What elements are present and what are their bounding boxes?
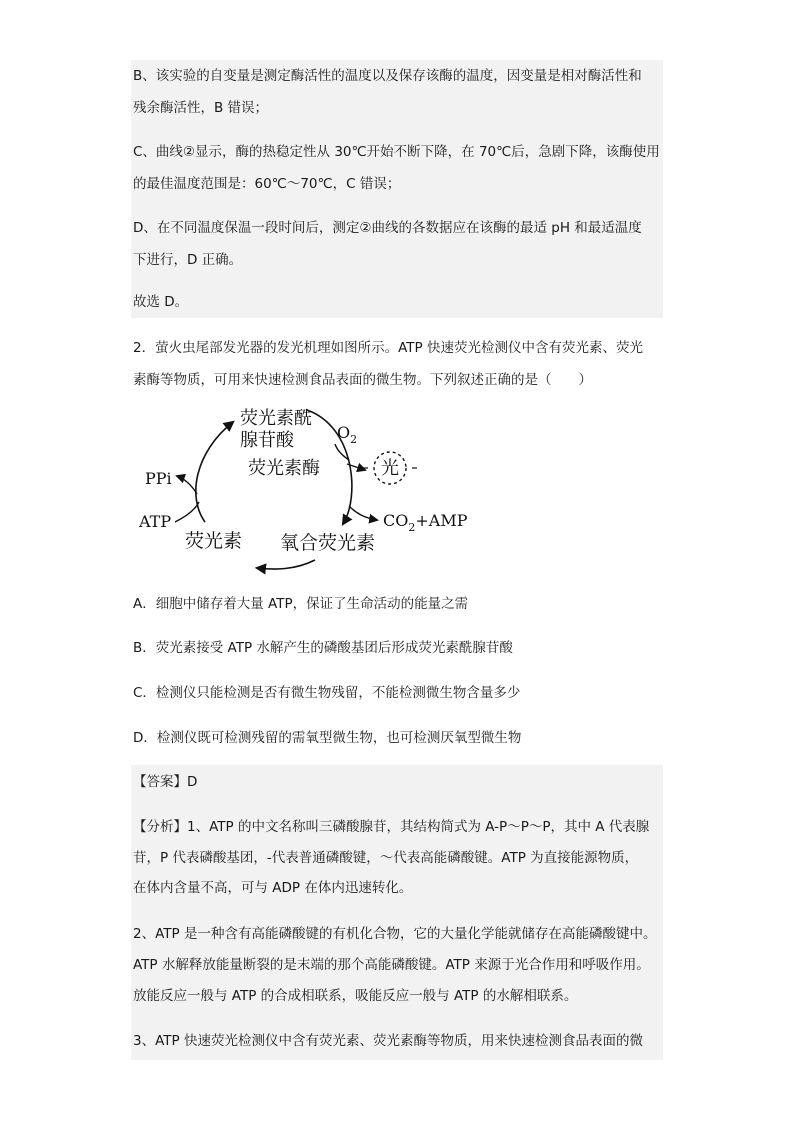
option-a: A．细胞中储存着大量 ATP，保证了生命活动的能量之需 [133, 596, 469, 612]
arrow-atp-in [175, 502, 199, 522]
arrow-ppi-out [177, 476, 197, 494]
analysis-line-3: 在体内含量不高，可与 ADP 在体内迅速转化。 [133, 880, 413, 896]
label-co2-amp: $CO_2+AMP$ [383, 511, 468, 534]
explanation-line-1: B、该实验的自变量是测定酶活性的温度以及保存该酶的温度，因变量是相对酶活性和 [133, 68, 642, 84]
label-oxyluciferin: 氧合荧光素 [280, 532, 376, 554]
analysis-line-2: 苷，P 代表磷酸基团，-代表普通磷酸键，～代表高能磷酸键。ATP 为直接能源物质， [133, 850, 639, 866]
label-luciferase: 荧光素酶 [248, 458, 320, 479]
explanation-line-5: D、在不同温度保温一段时间后，测定②曲线的各数据应在该酶的最适 pH 和最适温度 [133, 220, 642, 236]
analysis-line-5: ATP 水解释放能量断裂的是末端的那个高能磷酸键。ATP 来源于光合作用和呼吸作用。 [133, 957, 650, 973]
answer-analysis-block [131, 765, 663, 1060]
label-ppi: PPi [145, 469, 172, 488]
label-atp: ATP [139, 512, 172, 531]
option-c: C．检测仪只能检测是否有微生物残留，不能检测微生物含量多少 [133, 685, 521, 701]
arrow-luciferin-to-adenylate [196, 422, 233, 522]
analysis-line-1: 【分析】1、ATP 的中文名称叫三磷酸腺苷，其结构简式为 A-P～P～P，其中 A 代表腺 [133, 819, 650, 835]
explanation-conclusion: 故选 D。 [133, 294, 189, 310]
analysis-line-4: 2、ATP 是一种含有高能磷酸键的有机化合物，它的大量化学能就储存在高能磷酸键中。 [133, 926, 657, 942]
label-o2: $O_2$ [337, 423, 358, 446]
answer-text: 【答案】D [133, 774, 198, 790]
firefly-luminescence-diagram [125, 402, 485, 580]
label-luciferin: 荧光素 [185, 530, 243, 552]
question-stem-line-2: 素酶等物质，可用来快速检测食品表面的微生物。下列叙述正确的是（ ） [133, 372, 592, 388]
explanation-line-6: 下进行，D 正确。 [133, 252, 243, 268]
label-light: 光 [381, 458, 399, 479]
arrow-co2-amp-out [349, 506, 377, 520]
explanation-line-3: C、曲线②显示，酶的热稳定性从 30℃开始不断下降，在 70℃后，急剧下降，该酶使用 [133, 144, 660, 160]
analysis-line-7: 3、ATP 快速荧光检测仪中含有荧光素、荧光素酶等物质，用来快速检测食品表面的微 [133, 1033, 643, 1049]
question-stem-line-1: 2．萤火虫尾部发光器的发光机理如图所示。ATP 快速荧光检测仪中含有荧光素、荧光 [133, 340, 643, 356]
explanation-line-2: 残余酶活性，B 错误； [133, 100, 269, 116]
arrow-oxyluciferin-to-luciferin [257, 560, 315, 569]
label-oxyluciferyl-adenylate-2: 腺苷酸 [240, 430, 294, 451]
label-oxyluciferyl-adenylate-1: 荧光素酰 [240, 408, 312, 429]
option-b: B．荧光素接受 ATP 水解产生的磷酸基团后形成荧光素酰腺苷酸 [133, 640, 513, 656]
analysis-line-6: 放能反应一般与 ATP 的合成相联系，吸能反应一般与 ATP 的水解相联系。 [133, 988, 578, 1004]
explanation-line-4: 的最佳温度范围是：60℃～70℃，C 错误； [133, 176, 401, 192]
option-d: D．检测仪既可检测残留的需氧型微生物，也可检测厌氧型微生物 [133, 730, 522, 746]
